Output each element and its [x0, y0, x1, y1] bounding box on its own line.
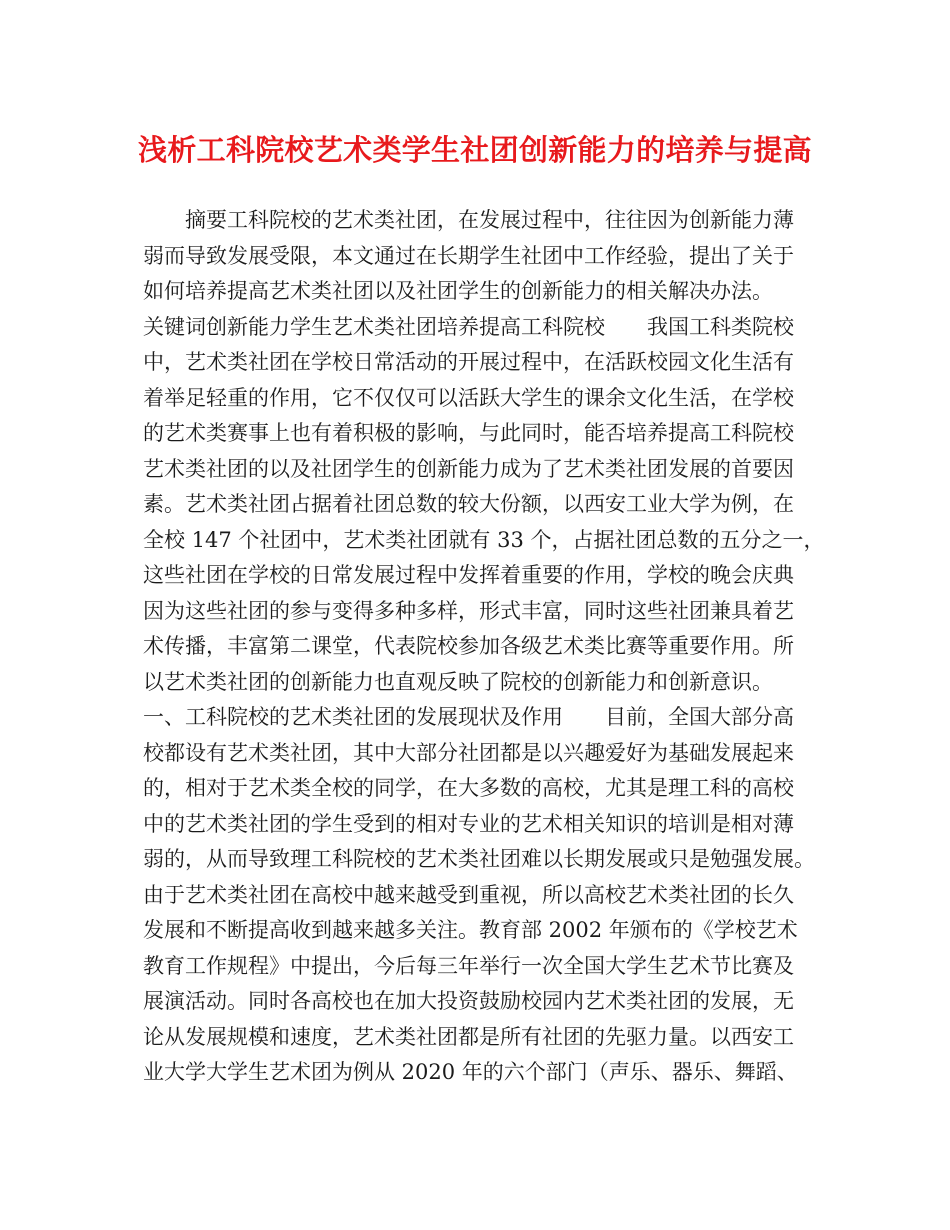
body-line: 业大学大学生艺术团为例从 2020 年的六个部门（声乐、器乐、舞蹈、: [143, 1060, 798, 1084]
body-line: 弱而导致发展受限，本文通过在长期学生社团中工作经验，提出了关于: [143, 243, 794, 268]
body-line: 术传播，丰富第二课堂，代表院校参加各级艺术类比赛等重要作用。所: [143, 634, 794, 658]
body-line: 因为这些社团的参与变得多种多样，形式丰富，同时这些社团兼具着艺: [143, 598, 794, 623]
document-body: [143, 203, 833, 1091]
body-line: 如何培养提高艺术类社团以及社团学生的创新能力的相关解决办法。: [143, 279, 773, 303]
body-line: 弱的，从而导致理工科院校的艺术类社团难以长期发展或只是勉强发展。: [143, 847, 815, 871]
body-line: 一、工科院校的艺术类社团的发展现状及作用 目前，全国大部分高: [143, 705, 794, 729]
body-line: 中的艺术类社团的学生受到的相对专业的艺术相关知识的培训是相对薄: [143, 811, 794, 836]
body-line: 由于艺术类社团在高校中越来越受到重视，所以高校艺术类社团的长久: [143, 882, 794, 907]
body-line: 这些社团在学校的日常发展过程中发挥着重要的作用，学校的晚会庆典: [143, 563, 794, 587]
body-line: 中，艺术类社团在学校日常活动的开展过程中，在活跃校园文化生活有: [143, 350, 794, 374]
body-line: 发展和不断提高收到越来越多关注。教育部 2002 年颁布的《学校艺术: [143, 918, 798, 942]
body-line: 素。艺术类社团占据着社团总数的较大份额，以西安工业大学为例，在: [143, 492, 794, 516]
body-line: 全校 147 个社团中，艺术类社团就有 33 个，占据社团总数的五分之一，: [143, 527, 825, 552]
body-line: 论从发展规模和速度，艺术类社团都是所有社团的先驱力量。以西安工: [143, 1024, 794, 1049]
body-line: 关键词创新能力学生艺术类社团培养提高工科院校 我国工科类院校: [143, 314, 794, 339]
body-line: 着举足轻重的作用，它不仅仅可以活跃大学生的课余文化生活，在学校: [143, 385, 794, 410]
body-line: 校都设有艺术类社团，其中大部分社团都是以兴趣爱好为基础发展起来: [143, 740, 794, 765]
body-line: 以艺术类社团的创新能力也直观反映了院校的创新能力和创新意识。: [143, 669, 773, 694]
document-title: 浅析工科院校艺术类学生社团创新能力的培养与提高: [138, 133, 812, 167]
body-line: 艺术类社团的以及社团学生的创新能力成为了艺术类社团发展的首要因: [143, 456, 794, 481]
body-line: 的，相对于艺术类全校的同学，在大多数的高校，尤其是理工科的高校: [143, 776, 794, 800]
body-line: 教育工作规程》中提出，今后每三年举行一次全国大学生艺术节比赛及: [143, 953, 794, 978]
body-line: 的艺术类赛事上也有着积极的影响，与此同时，能否培养提高工科院校: [143, 421, 794, 445]
body-line: 展演活动。同时各高校也在加大投资鼓励校园内艺术类社团的发展，无: [143, 989, 794, 1013]
body-line: 摘要工科院校的艺术类社团，在发展过程中，往往因为创新能力薄: [185, 208, 794, 232]
